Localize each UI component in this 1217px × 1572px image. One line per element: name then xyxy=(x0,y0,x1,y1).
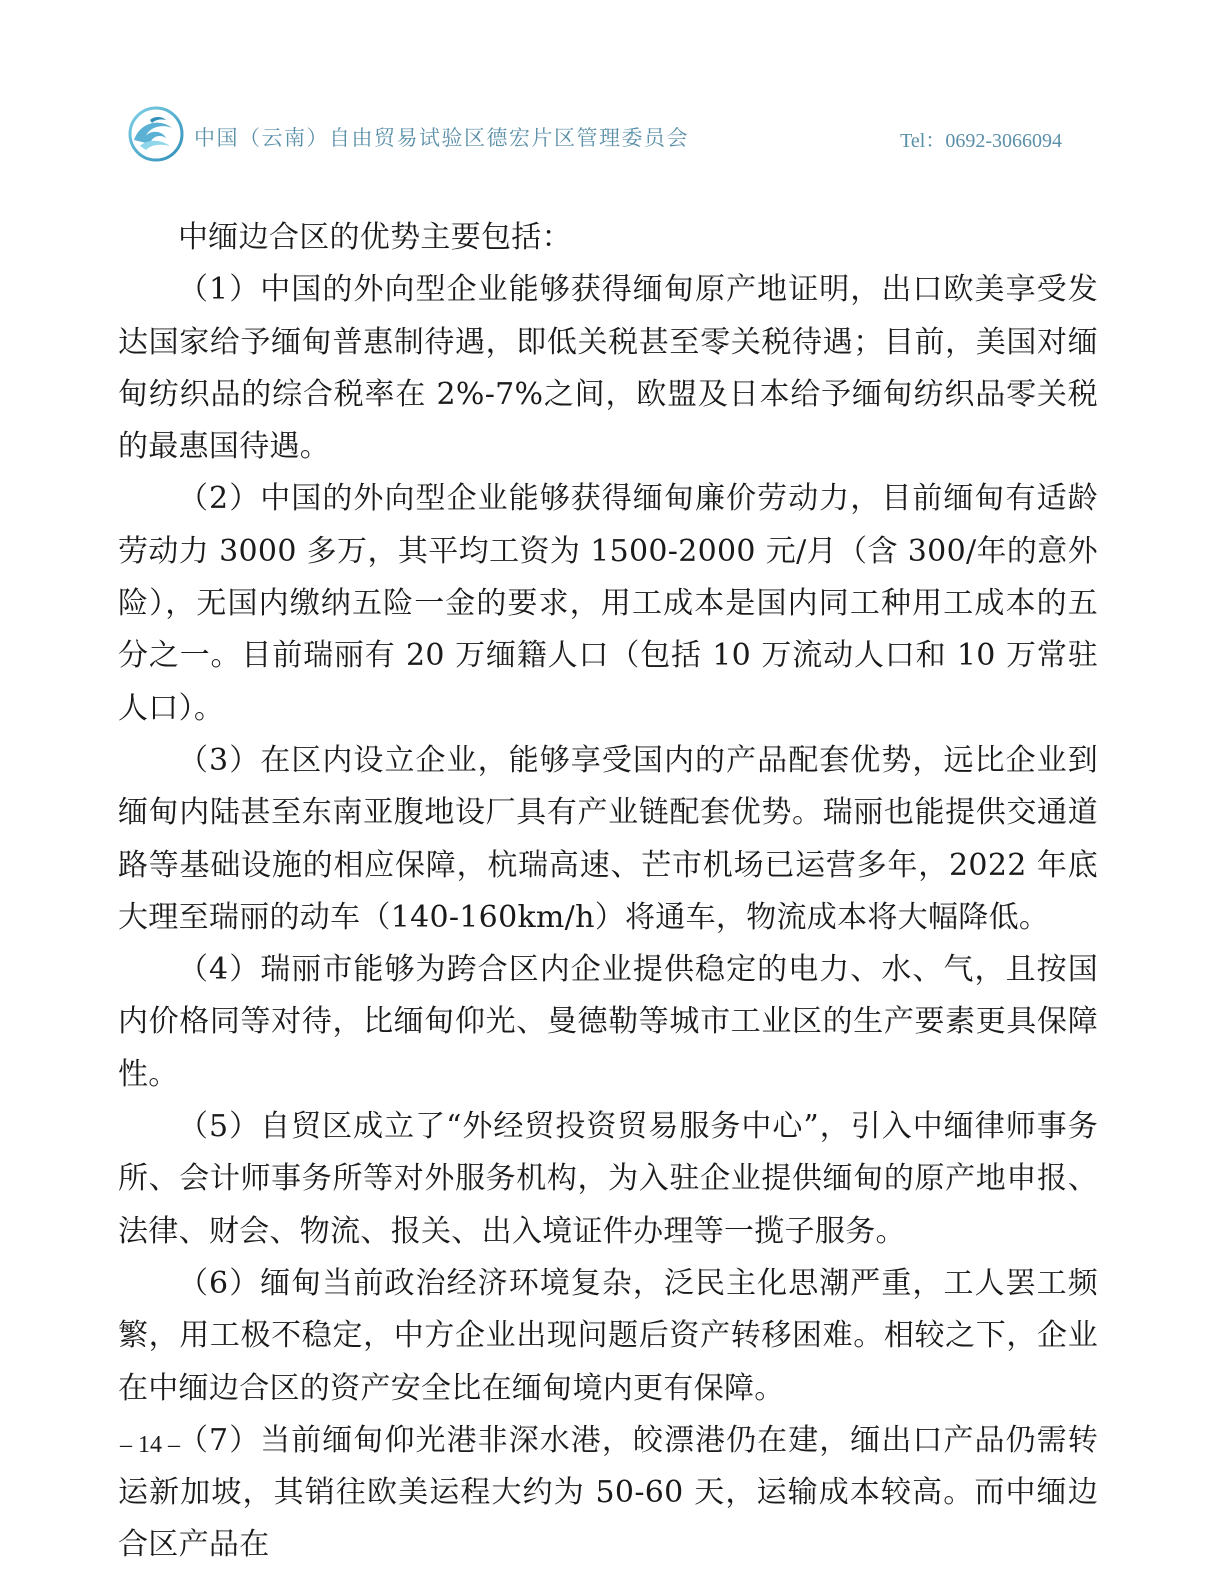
wave-cloud-logo-icon xyxy=(120,100,190,170)
paragraph-advantage-5: （5）自贸区成立了“外经贸投资贸易服务中心”，引入中缅律师事务所、会计师事务所等对外服务机构，为入驻企业提供缅甸的原产地申报、法律、财会、物流、报关、出入境证件办理等一揽子服务。 xyxy=(118,1109,1098,1249)
paragraph-advantage-7: （7）当前缅甸仰光港非深水港，皎漂港仍在建，缅出口产品仍需转运新加坡，其销往欧美运程大约为 50-60 天，运输成本较高。而中缅边合区产品在 xyxy=(118,1422,1098,1563)
page-header xyxy=(120,100,1080,170)
telephone-number: Tel：0692-3066094 xyxy=(900,130,1062,152)
paragraph-advantage-1: （1）中国的外向型企业能够获得缅甸原产地证明，出口欧美享受发达国家给予缅甸普惠制待遇，即低关税甚至零关税待遇；目前，美国对缅甸纺织品的综合税率在 2%-7%之间，欧盟及日本给予缅甸纺织品零关税的最惠国待遇。 xyxy=(118,272,1098,465)
paragraph-intro: 中缅边合区的优势主要包括： xyxy=(178,220,572,255)
paragraph-advantage-4: （4）瑞丽市能够为跨合区内企业提供稳定的电力、水、气，且按国内价格同等对待，比缅甸仰光、曼德勒等城市工业区的生产要素更具保障性。 xyxy=(118,952,1098,1092)
paragraph-advantage-3: （3）在区内设立企业，能够享受国内的产品配套优势，远比企业到缅甸内陆甚至东南亚腹地设厂具有产业链配套优势。瑞丽也能提供交通道路等基础设施的相应保障，杭瑞高速、芒市机场已运营多年，2022 年底大理至瑞丽的动车（140-160km/h）将通车，物流成本将大幅降低。 xyxy=(118,742,1098,935)
organization-name: 中国（云南）自由贸易试验区德宏片区管理委员会 xyxy=(194,126,689,150)
page-number: – 14 – xyxy=(120,1432,180,1458)
paragraph-advantage-2: （2）中国的外向型企业能够获得缅甸廉价劳动力，目前缅甸有适龄劳动力 3000 多万，其平均工资为 1500-2000 元/月（含 300/年的意外险），无国内缴纳五险一金的要求，用工成本是国内同工种用工成本的五分之一。目前瑞丽有 20 万缅籍人口（包括 10 万流动人口和 10 万常驻人口）。 xyxy=(118,481,1098,726)
document-body xyxy=(118,212,1098,1572)
paragraph-advantage-6: （6）缅甸当前政治经济环境复杂，泛民主化思潮严重，工人罢工频繁，用工极不稳定，中方企业出现问题后资产转移困难。相较之下，企业在中缅边合区的资产安全比在缅甸境内更有保障。 xyxy=(118,1265,1098,1406)
